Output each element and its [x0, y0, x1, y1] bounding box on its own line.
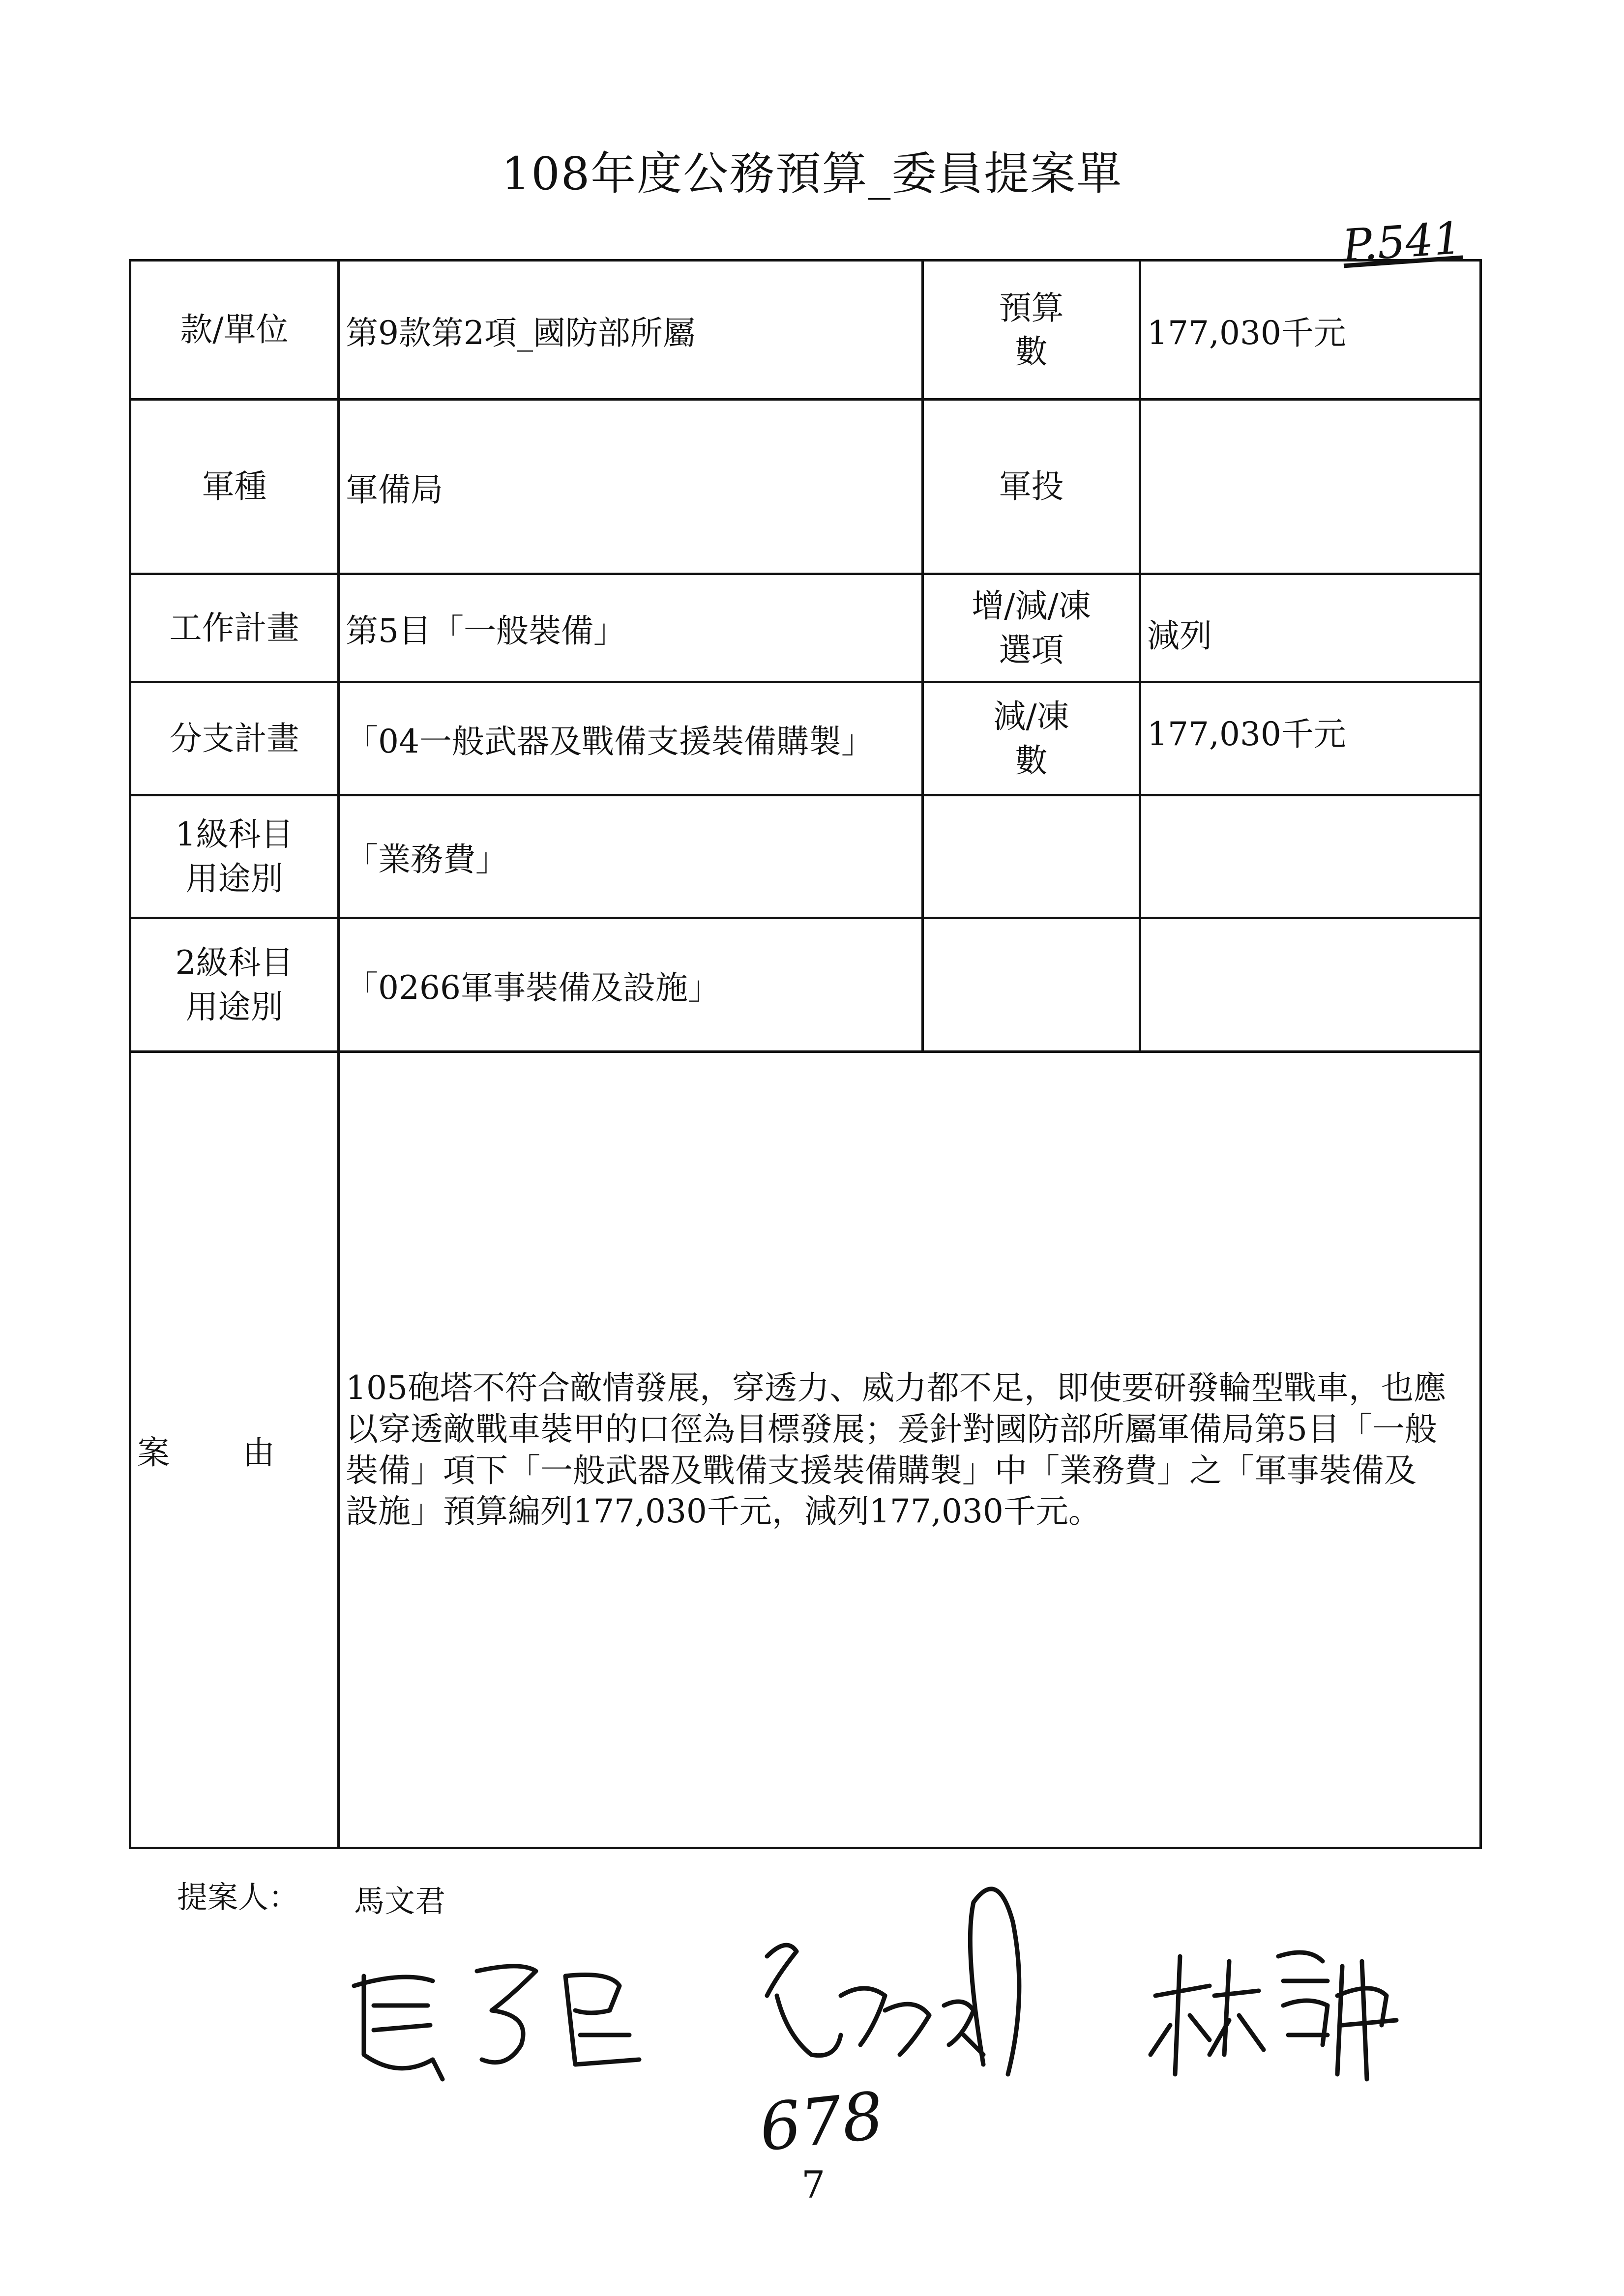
reason-text [339, 1052, 1481, 1848]
form-row [130, 1052, 1481, 1848]
sub-plan-value: 「04一般武器及戰備支援裝備購製」 [339, 682, 923, 795]
form-row [130, 574, 1481, 682]
reason-label-char: 由 [242, 1434, 275, 1472]
service-branch-label: 軍種 [130, 400, 339, 574]
proposal-form-table [129, 259, 1482, 1849]
page-number: 7 [801, 2163, 826, 2207]
level2-account-value: 「0266軍事裝備及設施」 [339, 918, 923, 1052]
work-plan-label: 工作計畫 [130, 574, 339, 682]
handwritten-stamp-number: 678 [756, 2078, 887, 2166]
military-investment-label: 軍投 [923, 400, 1140, 574]
reason-line: 裝備」項下「一般武器及戰備支援裝備購製」中「業務費」之「軍事裝備及 [346, 1451, 1417, 1489]
budget-amount-value: 177,030千元 [1140, 261, 1481, 400]
work-plan-value: 第5目「一般裝備」 [339, 574, 923, 682]
signature-1 [354, 1966, 639, 2079]
item-unit-label: 款/單位 [130, 261, 339, 400]
handwritten-signatures [344, 1848, 1475, 2123]
reason-line: 105砲塔不符合敵情發展，穿透力、威力都不足，即使要研發輪型戰車，也應 [346, 1368, 1446, 1407]
adjust-option-value: 減列 [1140, 574, 1481, 682]
item-unit-value: 第9款第2項_國防部所屬 [339, 261, 923, 400]
sub-plan-label: 分支計畫 [130, 682, 339, 795]
proposer-name: 馬文君 [354, 1883, 446, 1919]
empty-cell [923, 795, 1140, 918]
form-row [130, 682, 1481, 795]
empty-cell [1140, 918, 1481, 1052]
service-branch-value: 軍備局 [339, 400, 923, 574]
level2-account-label: 2級科目 用途別 [130, 918, 339, 1052]
handwritten-page-reference: P.541 [1340, 212, 1464, 272]
form-row [130, 400, 1481, 574]
empty-cell [1140, 795, 1481, 918]
military-investment-value [1140, 400, 1481, 574]
signature-3 [1151, 1952, 1396, 2079]
reason-label-char: 案 [137, 1434, 170, 1472]
document-title: 108年度公務預算_委員提案單 [501, 147, 1123, 200]
budget-amount-label: 預算 數 [923, 261, 1140, 400]
level1-account-value: 「業務費」 [339, 795, 923, 918]
adjust-option-label: 增/減/凍 選項 [923, 574, 1140, 682]
reason-line: 設施」預算編列177,030千元，減列177,030千元。 [346, 1492, 1101, 1531]
level1-account-label: 1級科目 用途別 [130, 795, 339, 918]
cut-freeze-amount-label: 減/凍 數 [923, 682, 1140, 795]
form-row [130, 918, 1481, 1052]
empty-cell [923, 918, 1140, 1052]
form-row [130, 261, 1481, 400]
cut-freeze-amount-value: 177,030千元 [1140, 682, 1481, 795]
reason-label [130, 1052, 339, 1848]
proposer-label: 提案人： [177, 1879, 299, 1915]
reason-line: 以穿透敵戰車裝甲的口徑為目標發展；爰針對國防部所屬軍備局第5目「一般 [346, 1410, 1437, 1448]
form-row [130, 795, 1481, 918]
signature-2 [767, 1889, 1019, 2074]
